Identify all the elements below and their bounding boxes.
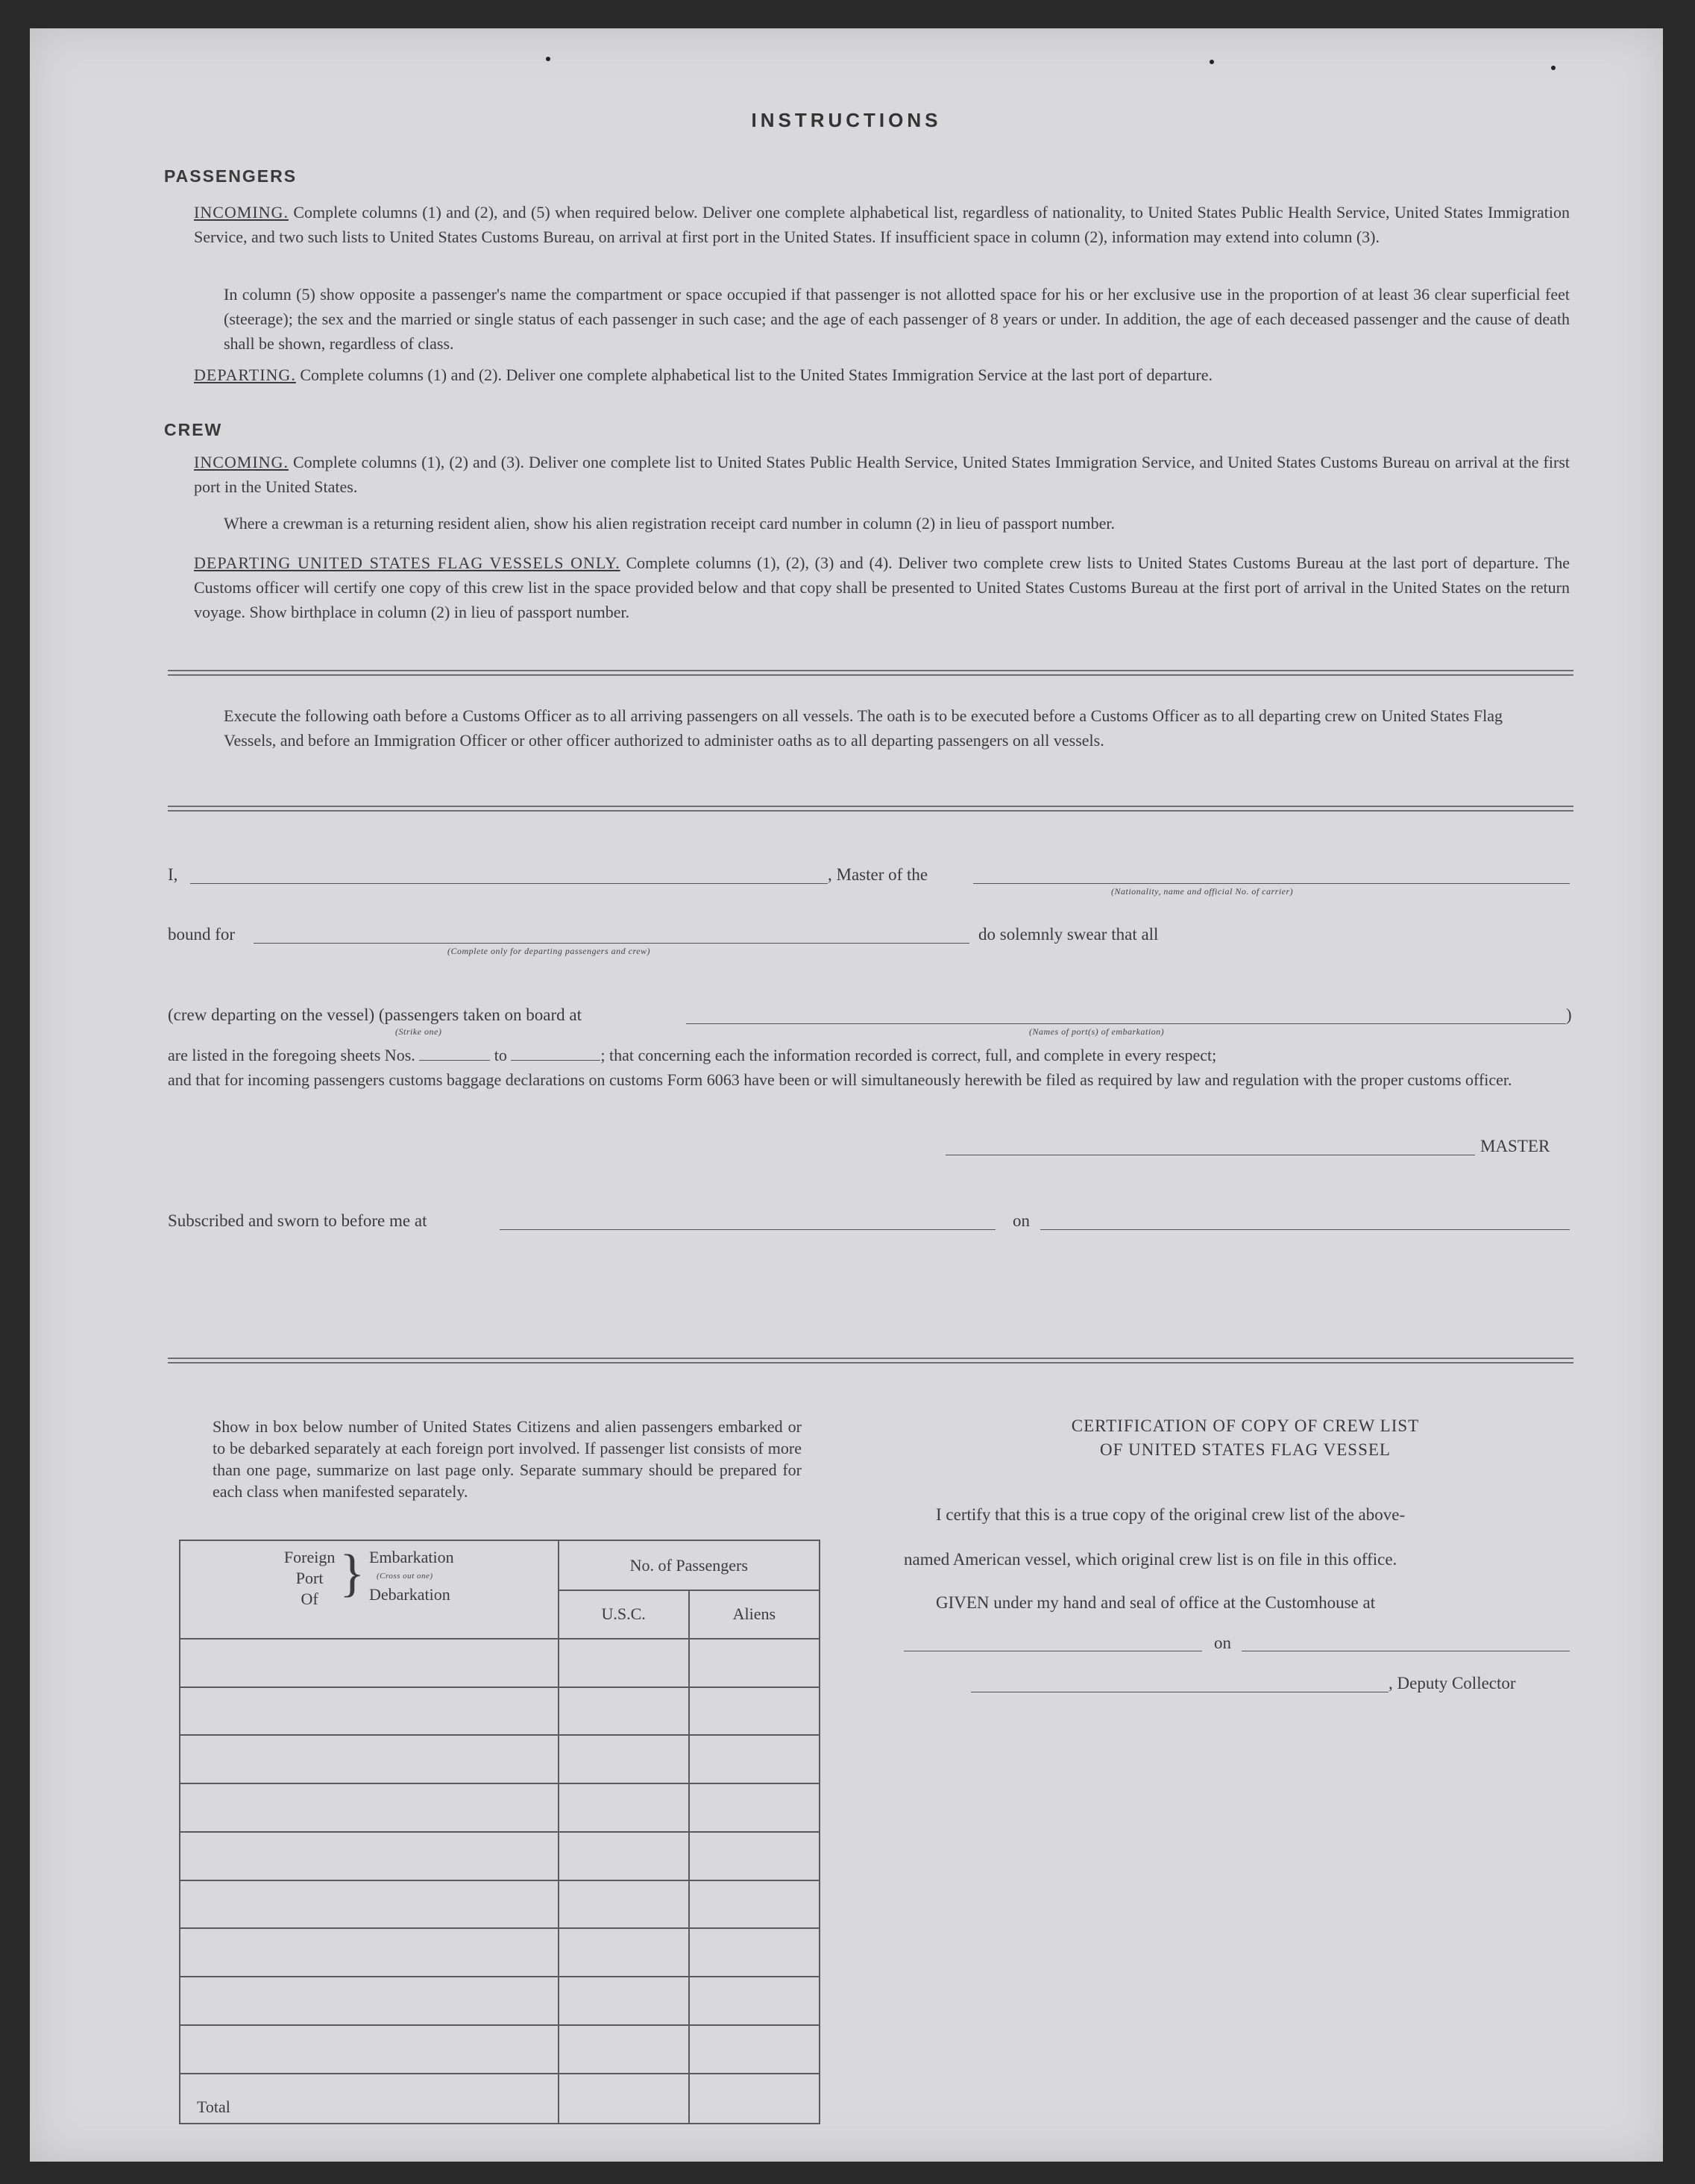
divider [168, 674, 1573, 676]
table-row [180, 1687, 820, 1736]
sheets-line [168, 1043, 1570, 1067]
sheets-b: ; that concerning each the information recorded is correct, full, and complete in every respect; [600, 1046, 1217, 1064]
crew-departing-text: Complete columns (1), (2), (3) and (4). Deliver two complete crew lists to United States Customs Bureau at the last port of departure. The Customs officer will certify one copy of this crew list in the space provided below and that copy shall be presented to United States Customs Bureau at the first port of arrival in the United States on the return voyage. Show birthplace in column (2) in lieu of passport number. [194, 553, 1570, 621]
sheet-from-field[interactable] [419, 1060, 490, 1061]
scan-mark [1551, 66, 1556, 70]
departing-text: Complete columns (1) and (2). Deliver one complete alphabetical list to the United States Immigration Service at the last port of departure. [300, 365, 1213, 384]
carrier-line[interactable] [973, 883, 1570, 884]
close-paren: ) [1566, 1005, 1572, 1024]
cert-title-line2: OF UNITED STATES FLAG VESSEL [1100, 1440, 1391, 1459]
passengers-heading: PASSENGERS [164, 166, 298, 186]
carrier-note: (Nationality, name and official No. of carrier) [1111, 886, 1294, 897]
divider [168, 806, 1573, 807]
bound-for-line[interactable] [254, 943, 969, 944]
sheets-to: to [494, 1046, 507, 1064]
oath-i: I, [168, 865, 178, 884]
swear-label: do solemnly swear that all [978, 925, 1159, 944]
cert-on-label: on [1214, 1634, 1231, 1652]
strike-note: (Strike one) [395, 1026, 442, 1037]
table-row [180, 2025, 820, 2074]
master-of-label: , Master of the [828, 865, 928, 884]
crew-incoming-lead: INCOMING. [194, 453, 289, 471]
port-label: Port [295, 1569, 324, 1587]
total-label: Total [180, 2074, 559, 2124]
no-passengers-header: No. of Passengers [559, 1540, 820, 1590]
usc-header: U.S.C. [559, 1590, 689, 1639]
subscribed-label: Subscribed and sworn to before me at [168, 1211, 427, 1230]
scan-mark [1210, 60, 1214, 64]
deputy-label: , Deputy Collector [1389, 1674, 1516, 1692]
sheets-c: and that for incoming passengers customs baggage declarations on customs Form 6063 have been or will simultaneously herewith be filed as required by law and regulation with the proper customs officer. [168, 1070, 1512, 1089]
certification-title [895, 1414, 1596, 1462]
crew-departing-lead: DEPARTING UNITED STATES FLAG VESSELS ONLY. [194, 553, 620, 572]
master-label: MASTER [1480, 1137, 1550, 1155]
subscribed-date-line[interactable] [1040, 1229, 1570, 1230]
subscribed-place-line[interactable] [500, 1229, 996, 1230]
oath-instruction: Execute the following oath before a Customs Officer as to all arriving passengers on all vessels. The oath is to be executed before a Customs Officer as to all departing crew on United States Flag Vessels, and before an Immigration Officer or other officer authorized to administer oaths as to all departing passengers on all vessels. [224, 706, 1503, 750]
subscribed-on-label: on [1013, 1211, 1030, 1230]
cross-out-note: (Cross out one) [376, 1572, 433, 1581]
table-row [180, 1639, 820, 1687]
passengers-column5: In column (5) show opposite a passenger's name the compartment or space occupied if that passenger is not allotted space for his or her exclusive use in the proportion of at least 36 clear superficial feet (steerage); the sex and the married or single status of each passenger in such case; and the age of each passenger of 8 years or under. In addition, the age of each deceased passenger and the cause of death shall be shown, regardless of class. [224, 285, 1570, 353]
table-row [180, 1832, 820, 1880]
incoming-text: Complete columns (1) and (2), and (5) when required below. Deliver one complete alphabetical list, regardless of nationality, to United States Public Health Service, United States Immigration Service, and two such lists to United States Customs Bureau, on arrival at first port in the United States. If insufficient space in column (2), information may extend into column (3). [194, 203, 1570, 246]
form-page [30, 28, 1663, 2162]
divider [168, 810, 1573, 812]
embarkation-line[interactable] [686, 1023, 1566, 1024]
divider [168, 670, 1573, 671]
of-label: Of [301, 1590, 318, 1608]
sheets-a: are listed in the foregoing sheets Nos. [168, 1046, 415, 1064]
cert-line1: I certify that this is a true copy of the original crew list of the above- [936, 1505, 1406, 1524]
crew-incoming-text: Complete columns (1), (2) and (3). Deliver one complete list to United States Public Health Service, United States Immigration Service, and United States Customs Bureau on arrival at the first port in the United States. [194, 453, 1570, 496]
divider [168, 1358, 1573, 1359]
table-row [180, 1880, 820, 1929]
incoming-lead: INCOMING. [194, 203, 289, 222]
cert-line2: named American vessel, which original crew list is on file in this office. [904, 1550, 1397, 1569]
debarkation-label: Debarkation [368, 1585, 450, 1604]
departing-lead: DEPARTING. [194, 365, 296, 384]
table-row [180, 1977, 820, 2025]
passenger-summary-table [179, 1540, 820, 2124]
crew-departing-label: (crew departing on the vessel) (passengers taken on board at [168, 1005, 582, 1024]
embarkation-label: Embarkation [368, 1548, 454, 1566]
foreign-label: Foreign [283, 1548, 336, 1566]
bound-for-label: bound for [168, 925, 236, 944]
crew-heading: CREW [164, 420, 223, 439]
bound-note: (Complete only for departing passengers and crew) [447, 946, 651, 956]
brace-icon: } [339, 1545, 365, 1602]
passengers-incoming [194, 200, 1570, 249]
table-row [180, 1783, 820, 1832]
aliens-header: Aliens [689, 1590, 820, 1639]
table-row [180, 1735, 820, 1783]
summary-instruction: Show in box below number of United States Citizens and alien passengers embarked or to be debarked separately at each foreign port involved. If passenger list consists of more than one page, summarize on last page only. Separate summary should be prepared for each class when manifested separately. [213, 1417, 802, 1501]
port-header-cell [180, 1540, 559, 1639]
sheet-to-field[interactable] [511, 1060, 600, 1061]
ports-note: (Names of port(s) of embarkation) [1029, 1026, 1165, 1037]
divider [168, 1362, 1573, 1364]
master-name-line[interactable] [190, 883, 828, 884]
scan-mark [546, 57, 550, 61]
crew-incoming [194, 450, 1570, 499]
crew-departing [194, 550, 1570, 624]
crew-resident: Where a crewman is a returning resident alien, show his alien registration receipt card number in column (2) in lieu of passport number. [224, 514, 1115, 533]
table-row [180, 1928, 820, 1977]
cert-line3: GIVEN under my hand and seal of office at the Customhouse at [936, 1593, 1376, 1612]
page-title: INSTRUCTIONS [751, 109, 942, 131]
cert-title-line1: CERTIFICATION OF COPY OF CREW LIST [1071, 1416, 1420, 1435]
passengers-departing [194, 363, 1570, 387]
total-row [180, 2074, 820, 2124]
